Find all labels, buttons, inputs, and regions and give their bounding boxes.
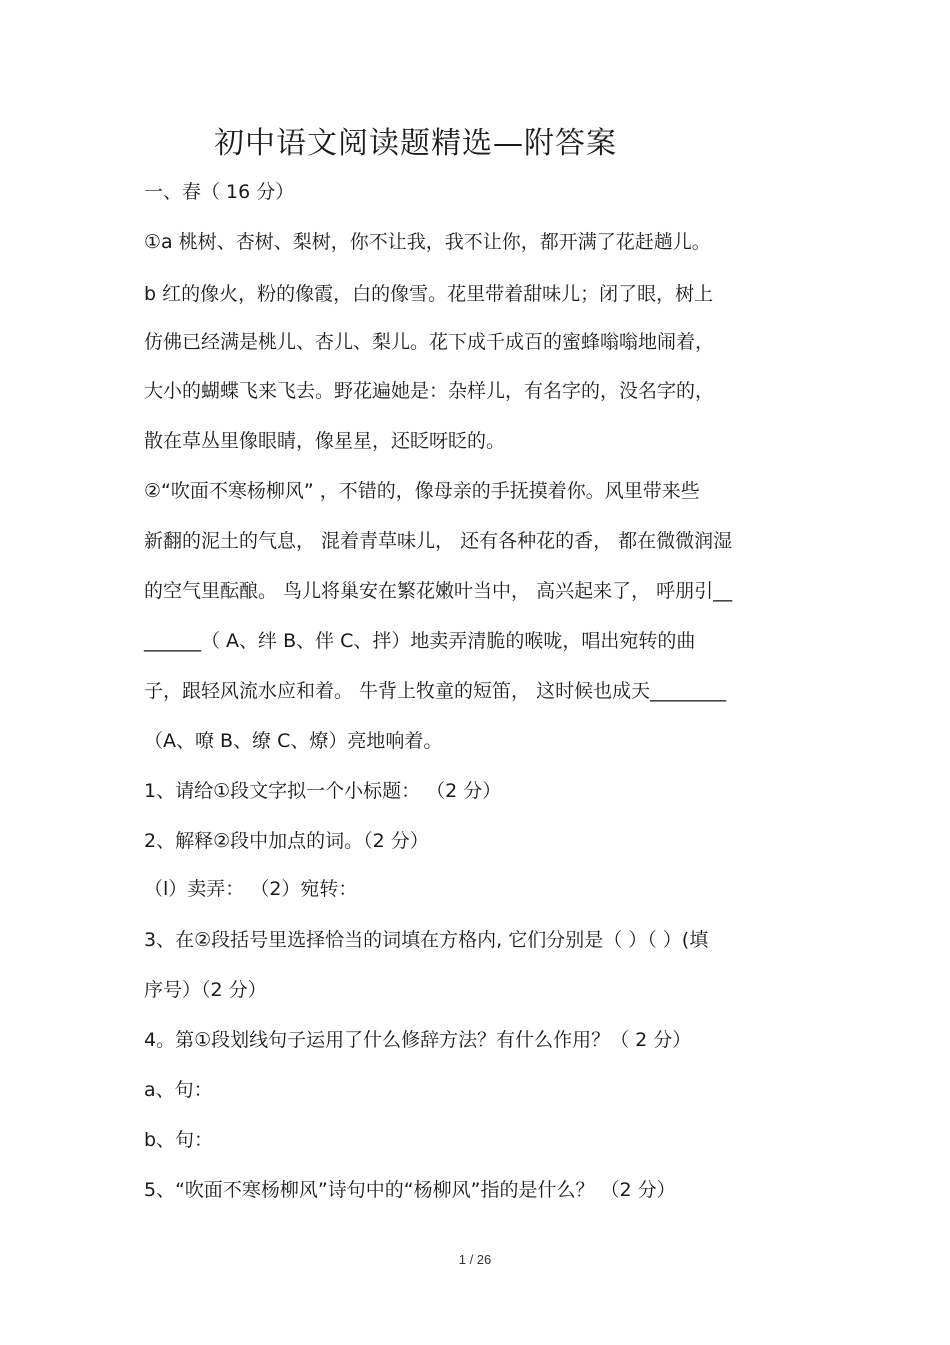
passage-line: 大小的蝴蝶飞来飞去。野花遍她是：杂样儿，有名字的，没名字的， (144, 380, 715, 402)
passage-line: ①a 桃树、杏树、梨树，你不让我，我不让你，都开满了花赶趟儿。 (144, 231, 711, 253)
passage-line: b 红的像火，粉的像霞，白的像雪。花里带着甜味儿；闭了眼，树上 (144, 283, 714, 305)
passage-line: 新翻的泥土的气息， 混着青草味儿， 还有各种花的香， 都在微微润湿 (144, 530, 733, 552)
passage-line: 的空气里酝酿。 鸟儿将巢安在繁花嫩叶当中， 高兴起来了， 呼朋引__ (144, 580, 733, 602)
passage-line: ②“吹面不寒杨柳风” ，不错的，像母亲的手抚摸着你。风里带来些 (144, 480, 700, 502)
section-heading: 一、春（ 16 分） (144, 181, 295, 203)
question-5: 5、“吹面不寒杨柳风”诗句中的“杨柳风”指的是什么？ （2 分） (144, 1179, 676, 1201)
page-number: 1 / 26 (458, 1252, 492, 1267)
passage-line: 子，跟轻风流水应和着。 牛背上牧童的短笛， 这时候也成天________ (144, 680, 727, 702)
passage-line: （A、嘹 B、缭 C、燎）亮地响着。 (144, 730, 443, 752)
question-2-items: （l）卖弄： （2）宛转： (144, 878, 358, 900)
question-1: 1、请给①段文字拟一个小标题： （2 分） (144, 780, 502, 802)
document-title: 初中语文阅读题精选—附答案 (214, 126, 617, 161)
question-4: 4。第①段划线句子运用了什么修辞方法？有什么作用？（ 2 分） (144, 1029, 692, 1051)
passage-line: 散在草丛里像眼睛，像星星，还眨呀眨的。 (144, 430, 506, 452)
question-4-a: a、句： (144, 1079, 213, 1101)
question-2: 2、解释②段中加点的词。（2 分） (144, 830, 429, 852)
question-4-b: b、句： (144, 1129, 214, 1151)
passage-line: 仿佛已经满是桃儿、杏儿、梨儿。花下成千成百的蜜蜂嗡嗡地闹着， (144, 331, 715, 353)
passage-line: ______（ A、绊 B、伴 C、拌）地卖弄清脆的喉咙，唱出宛转的曲 (144, 630, 696, 652)
question-3: 3、在②段括号里选择恰当的词填在方格内, 它们分别是（ ）（ ）(填 (144, 929, 709, 951)
question-3-continued: 序号）（2 分） (144, 979, 267, 1001)
